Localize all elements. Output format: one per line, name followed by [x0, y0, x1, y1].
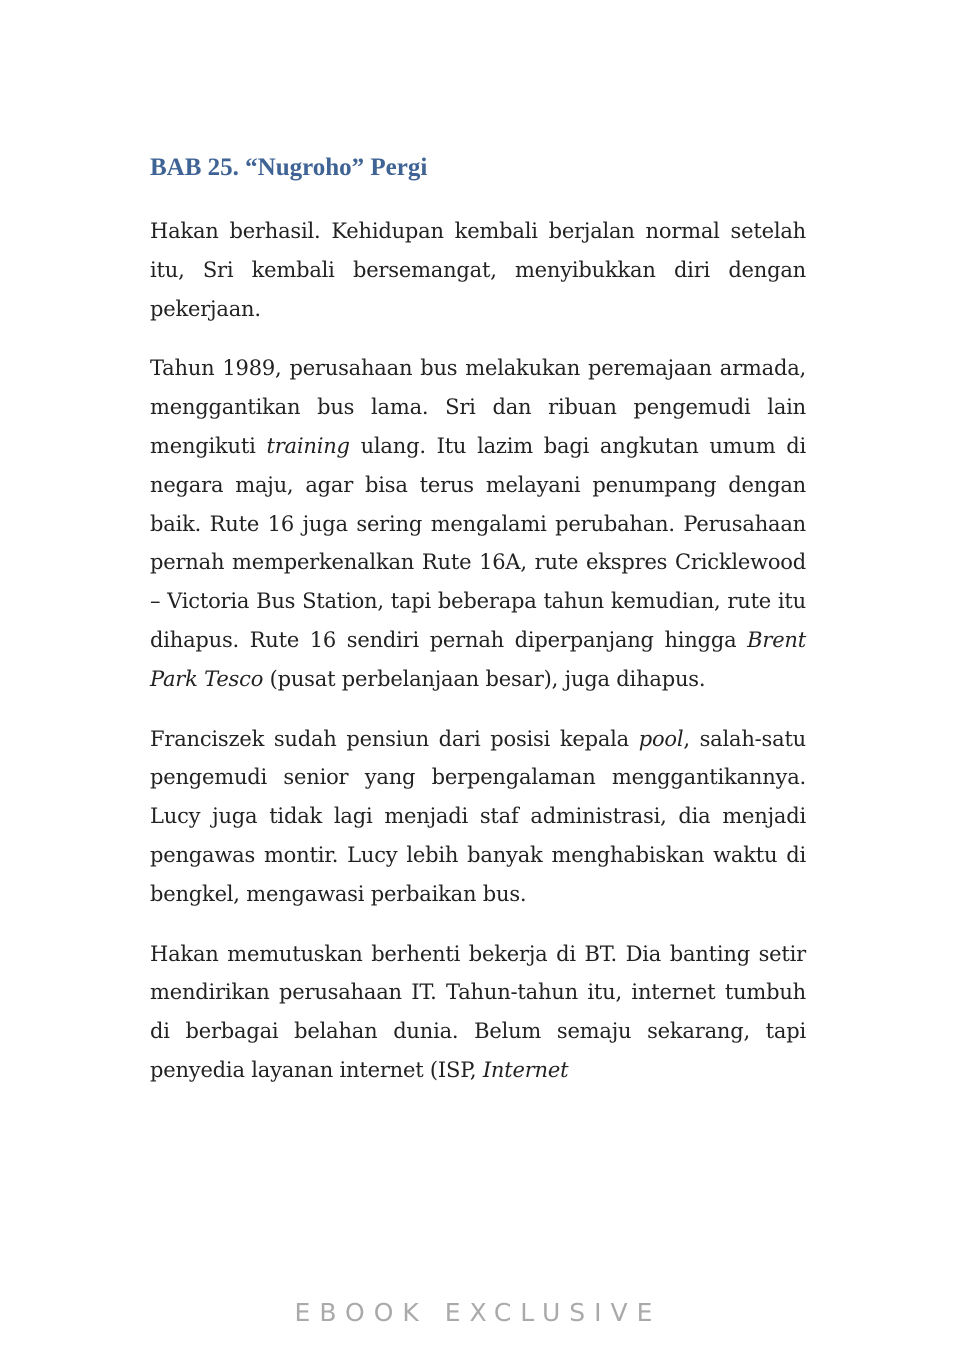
- paragraph-4-italic-internet: Internet: [482, 1057, 569, 1082]
- paragraph-4: [150, 935, 806, 1090]
- paragraph-1: [150, 212, 806, 328]
- paragraph-3-italic-pool: pool: [638, 726, 684, 751]
- paragraph-1-text: Hakan berhasil. Kehidupan kembali berjalan normal setelah itu, Sri kembali bersemangat, menyibukkan diri dengan pekerjaan.: [150, 219, 806, 321]
- paragraph-2-text-c: ulang. Itu lazim bagi angkutan umum di negara maju, agar bisa terus melayani penumpang dengan baik. Rute 16 juga sering mengalami perubahan. Perusahaan pernah memperkenalkan Rute 16A, rute ekspres Cricklewood – Victoria Bus Station, tapi beberapa tahun kemudian, rute itu dihapus. Rute 16 sendiri pernah diperpanjang hingga: [150, 433, 807, 652]
- footer-watermark: EBOOK EXCLUSIVE: [294, 1298, 662, 1327]
- paragraph-4-text-a: Hakan memutuskan berhenti bekerja di BT. Dia banting setir mendirikan perusahaan IT. Tahun-tahun itu, internet tumbuh di berbagai belahan dunia. Belum semaju sekarang, tapi penyedia layanan internet (ISP,: [150, 941, 806, 1082]
- paragraph-2-text-a: Tahun 1989, perusahaan bus melakukan peremajaan armada, menggantikan bus lama. Sri dan ribuan pengemudi lain mengikuti: [150, 356, 806, 458]
- paragraph-2-italic-brent-park-tesco: Brent Park Tesco: [150, 627, 806, 691]
- paragraph-3-text-c: , salah-satu pengemudi senior yang berpengalaman menggantikannya. Lucy juga tidak lagi menjadi staf administrasi, dia menjadi pengawas montir. Lucy lebih banyak menghabiskan waktu di bengkel, mengawasi perbaikan bus.: [150, 726, 807, 906]
- paragraph-3-text-a: Franciszek sudah pensiun dari posisi kepala: [150, 726, 639, 751]
- paragraph-2-italic-training: training: [266, 433, 350, 458]
- paragraph-2-text-e: (pusat perbelanjaan besar), juga dihapus.: [263, 666, 706, 691]
- paragraph-3: [150, 720, 806, 914]
- chapter-title: BAB 25. “Nugroho” Pergi: [150, 154, 428, 181]
- paragraph-2: [150, 349, 806, 698]
- page-content: [150, 150, 806, 1111]
